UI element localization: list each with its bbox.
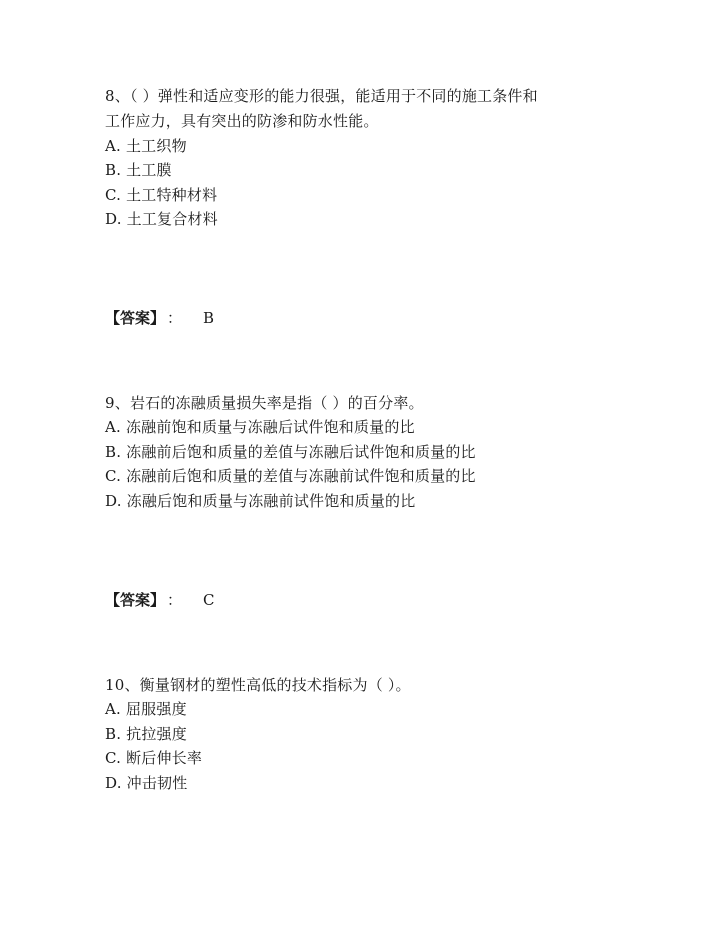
answer-separator: ： [167, 591, 183, 609]
answer-label: 【答案】 [105, 591, 166, 609]
question-9-option-c: C. 冻融前后饱和质量的差值与冻融前试件饱和质量的比 [105, 467, 476, 485]
answer-separator: ： [167, 309, 183, 327]
question-8-option-d: D. 土工复合材料 [105, 210, 218, 228]
question-9-option-d: D. 冻融后饱和质量与冻融前试件饱和质量的比 [105, 492, 416, 510]
question-9-answer [105, 590, 215, 610]
question-10-stem-line-1: 10、衡量钢材的塑性高低的技术指标为（ ）。 [105, 676, 411, 694]
question-10-option-b: B. 抗拉强度 [105, 725, 187, 743]
question-8-option-c: C. 土工特种材料 [105, 186, 218, 204]
question-8-option-b: B. 土工膜 [105, 161, 172, 179]
answer-value: B [203, 309, 215, 327]
question-9-option-b: B. 冻融前后饱和质量的差值与冻融后试件饱和质量的比 [105, 443, 476, 461]
question-10-option-a: A. 屈服强度 [105, 700, 187, 718]
question-10-option-c: C. 断后伸长率 [105, 749, 203, 767]
question-8-answer [105, 308, 214, 328]
question-8-stem-line-1: 8、（ ）弹性和适应变形的能力很强，能适用于不同的施工条件和 [105, 87, 538, 105]
answer-label: 【答案】 [105, 309, 166, 327]
question-8-option-a: A. 土工织物 [105, 137, 187, 155]
question-10-option-d: D. 冲击韧性 [105, 774, 188, 792]
question-9-stem-line-1: 9、岩石的冻融质量损失率是指（ ）的百分率。 [105, 394, 424, 412]
question-9-option-a: A. 冻融前饱和质量与冻融后试件饱和质量的比 [105, 418, 415, 436]
answer-value: C [203, 591, 215, 609]
question-8-stem-line-2: 工作应力，具有突出的防渗和防水性能。 [105, 112, 379, 130]
